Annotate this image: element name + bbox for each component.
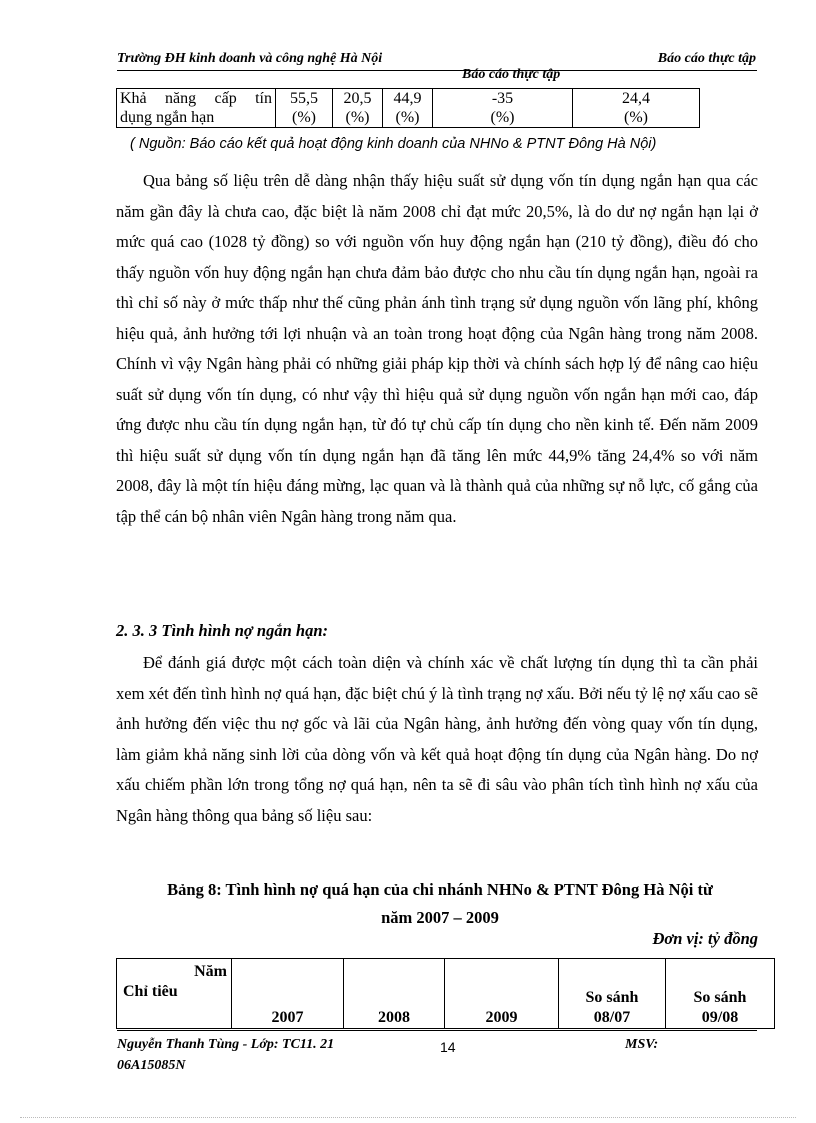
table-header-row — [117, 959, 775, 1029]
page-edge-divider — [20, 1117, 796, 1118]
unit-label: Đơn vị: tỷ đồng — [652, 929, 758, 948]
source-note: ( Nguồn: Báo cáo kết quả hoạt động kinh doanh của NHNo & PTNT Đông Hà Nội) — [130, 136, 657, 152]
header-report-subtitle: Báo cáo thực tập — [462, 67, 561, 82]
col-2009: 2009 — [445, 959, 559, 1029]
cell-compare-09-08: 24,4 (%) — [573, 89, 700, 128]
table-row — [117, 89, 700, 128]
footer-msv: MSV: — [625, 1037, 659, 1052]
header-school: Trường ĐH kinh doanh và công nghệ Hà Nội — [117, 51, 383, 66]
col-2008: 2008 — [344, 959, 445, 1029]
table-caption: Bảng 8: Tình hình nợ quá hạn của chi nhánh NHNo & PTNT Đông Hà Nội từ năm 2007 – 2009 — [167, 880, 713, 927]
cell-2009: 44,9 (%) — [383, 89, 433, 128]
footer-author: Nguyễn Thanh Tùng - Lớp: TC11. 21 — [117, 1037, 335, 1052]
overdue-table — [116, 958, 775, 1029]
page-number: 14 — [440, 1039, 456, 1055]
col-compare-09-08: So sánh 09/08 — [666, 959, 775, 1029]
col-2007: 2007 — [232, 959, 344, 1029]
paragraph-overdue: Để đánh giá được một cách toàn diện và chính xác về chất lượng tín dụng thì ta cần phải xem xét đến tình hình nợ quá hạn, đặc biệt chú ý là tình trạng nợ xấu. Bởi nếu tỷ lệ nợ xấu cao sẽ ảnh hưởng đến việc thu nợ gốc và lãi của Ngân hàng, ảnh hưởng đến vòng quay vốn tín dụng, làm giảm khả năng sinh lời của dòng vốn và kết quả hoạt động tín dụng của Ngân hàng. Do nợ xấu chiếm phần lớn trong tổng nợ quá hạn, nên ta sẽ đi sâu vào phân tích tình hình nợ xấu của Ngân hàng thông qua bảng số liệu sau: — [116, 653, 758, 825]
footer-student-id: 06A15085N — [117, 1058, 186, 1073]
footer-rule — [117, 1030, 757, 1031]
header-rule — [117, 70, 757, 71]
col-compare-08-07: So sánh 08/07 — [559, 959, 666, 1029]
efficiency-table — [116, 88, 700, 128]
corner-cell: Năm Chỉ tiêu — [117, 959, 232, 1029]
cell-compare-08-07: -35 (%) — [433, 89, 573, 128]
header-report-title: Báo cáo thực tập — [657, 51, 756, 66]
cell-2008: 20,5 (%) — [333, 89, 383, 128]
paragraph-efficiency: Qua bảng số liệu trên dễ dàng nhận thấy hiệu suất sử dụng vốn tín dụng ngắn hạn qua các năm gần đây là chưa cao, đặc biệt là năm 2008 chỉ đạt mức 20,5%, là do dư nợ ngắn hạn lại ở mức quá cao (1028 tỷ đồng) so với nguồn vốn huy động ngắn hạn (210 tỷ đồng), điều đó cho thấy nguồn vốn huy động ngắn hạn chưa đảm bảo được cho nhu cầu tín dụng ngắn hạn, ngoài ra thì chỉ số này ở mức thấp như thế cũng phản ánh tình trạng sử dụng nguồn vốn lãng phí, không hiệu quả, ảnh hưởng tới lợi nhuận và an toàn trong hoạt động của Ngân hàng trong năm 2008. Chính vì vậy Ngân hàng phải có những giải pháp kịp thời và chính sách hợp lý để nâng cao hiệu suất sử dụng vốn tín dụng, có như vậy thì hiệu quả sử dụng nguồn vốn ngắn hạn mới cao, đáp ứng được nhu cầu tín dụng ngắn hạn, từ đó tự chủ cấp tín dụng cho nền kinh tế. Đến năm 2009 thì hiệu suất sử dụng vốn tín dụng ngắn hạn đã tăng lên mức 44,9% tăng 24,4% so với năm 2008, đây là một tín hiệu đáng mừng, lạc quan và là thành quả của những sự nỗ lực, cố gắng của tập thể cán bộ nhân viên Ngân hàng trong năm qua. — [116, 171, 758, 526]
cell-2007: 55,5 (%) — [276, 89, 333, 128]
row-label: Khả năng cấp tín dụng ngắn hạn — [117, 89, 276, 128]
section-heading: 2. 3. 3 Tình hình nợ ngắn hạn: — [116, 621, 328, 640]
